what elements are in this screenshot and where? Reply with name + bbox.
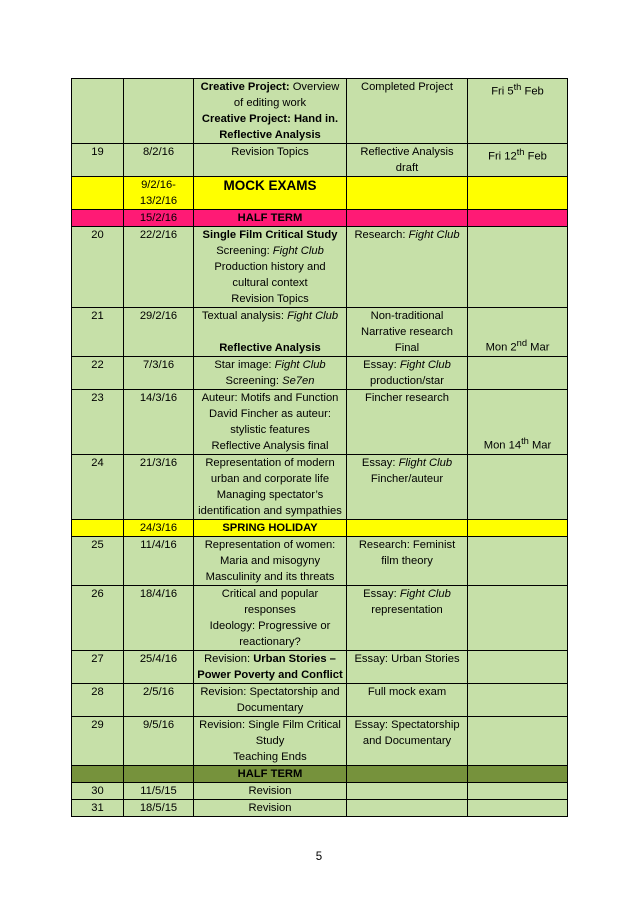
topic-part: Overview of editing work (233, 81, 340, 109)
topic-line (196, 308, 344, 324)
topic-cell (194, 586, 347, 651)
table-row (72, 684, 568, 717)
due-month: Mar (527, 342, 550, 354)
topic-part: Creative Project: (200, 81, 290, 93)
task-cell: Reflective Analysis draft (347, 144, 468, 177)
topic-part: Fight Club (272, 245, 324, 257)
due-day: Fri 12 (488, 150, 517, 163)
topic-line: Single Film Critical Study (202, 229, 338, 241)
topic-part: Star image: (214, 359, 275, 371)
topic-part: Se7en (282, 375, 315, 387)
topic-line: Managing spectator’s identification and sympathies (198, 489, 342, 517)
week-cell: 19 (72, 144, 124, 177)
topic-line: Revision: Single Film Critical Study (199, 719, 341, 747)
task-part: representation (371, 604, 443, 616)
table-row (72, 800, 568, 817)
due-cell (468, 800, 568, 817)
topic-line: Ideology: Progressive or reactionary? (209, 620, 331, 648)
page-number: 5 (315, 851, 323, 863)
week-cell: 20 (72, 227, 124, 308)
task-part: Fincher/auteur (370, 473, 444, 485)
due-cell (468, 144, 568, 177)
task-cell (347, 177, 468, 210)
topic-cell (194, 357, 347, 390)
topic-part: Creative Project: Hand in. Reflective Analysis (201, 113, 339, 141)
task-cell (347, 455, 468, 520)
topic-part: Fight Club (287, 310, 339, 322)
task-cell (347, 586, 468, 651)
due-cell (468, 766, 568, 783)
due-cell (468, 537, 568, 586)
topic-cell (194, 455, 347, 520)
week-cell (72, 177, 124, 210)
task-part: Research: (354, 229, 409, 241)
date-cell: 18/5/15 (124, 800, 194, 817)
date-cell: 21/3/16 (124, 455, 194, 520)
topic-cell (194, 537, 347, 586)
date-cell: 11/5/15 (124, 783, 194, 800)
due-suffix: th (513, 82, 522, 92)
due-cell (468, 390, 568, 455)
week-cell (72, 210, 124, 227)
topic-line: Representation of women: Maria and misogyny (204, 539, 336, 567)
task-cell (347, 800, 468, 817)
table-row (72, 455, 568, 520)
due-suffix: nd (516, 338, 528, 349)
date-cell: 22/2/16 (124, 227, 194, 308)
topic-part: Urban Stories – Power Poverty and Conflict (197, 653, 343, 681)
topic-line: Critical and popular responses (221, 588, 319, 616)
task-cell: Completed Project (347, 79, 468, 144)
week-cell: 30 (72, 783, 124, 800)
due-cell (468, 684, 568, 717)
week-cell: 25 (72, 537, 124, 586)
topic-line: Production history and cultural context (214, 261, 326, 289)
topic-line: Teaching Ends (233, 751, 307, 763)
due-cell (468, 455, 568, 520)
task-cell (347, 210, 468, 227)
week-cell: 31 (72, 800, 124, 817)
topic-line (196, 79, 344, 111)
topic-line: Reflective Analysis (219, 342, 321, 354)
week-cell: 27 (72, 651, 124, 684)
task-part: production/star (369, 375, 444, 387)
topic-line (196, 357, 344, 373)
task-cell (347, 357, 468, 390)
spring-holiday-label: SPRING HOLIDAY (194, 520, 347, 537)
date-cell: 9/5/16 (124, 717, 194, 766)
table-row (72, 79, 568, 144)
due-cell (468, 651, 568, 684)
half-term-row (72, 766, 568, 783)
due-cell (468, 717, 568, 766)
due-suffix: th (516, 147, 525, 157)
table-row (72, 783, 568, 800)
due-cell (468, 227, 568, 308)
due-month: Mar (528, 440, 552, 452)
task-cell: Essay: Urban Stories (347, 651, 468, 684)
topic-cell: Revision Topics (194, 144, 347, 177)
table-row (72, 390, 568, 455)
topic-cell: Revision (194, 800, 347, 817)
week-cell: 22 (72, 357, 124, 390)
date-cell: 9/2/16-13/2/16 (124, 177, 194, 210)
topic-line (196, 111, 344, 143)
spring-holiday-row (72, 520, 568, 537)
topic-line: Auteur: Motifs and Function (201, 392, 339, 404)
due-day: Fri 5 (491, 85, 514, 98)
due-suffix: th (521, 436, 529, 447)
topic-part: Screening: (216, 245, 273, 257)
table-row (72, 308, 568, 357)
table-row (72, 717, 568, 766)
mock-exams-row (72, 177, 568, 210)
topic-cell (194, 227, 347, 308)
task-part: Essay: (363, 359, 400, 371)
table-row (72, 537, 568, 586)
topic-part: Revision: (204, 653, 254, 665)
task-cell (347, 783, 468, 800)
week-cell (72, 520, 124, 537)
due-cell (468, 586, 568, 651)
date-cell: 18/4/16 (124, 586, 194, 651)
topic-line: Representation of modern urban and corporate life (205, 457, 335, 485)
topic-line (196, 324, 344, 340)
task-part: Fight Club (408, 229, 460, 241)
due-cell (468, 520, 568, 537)
week-cell (72, 79, 124, 144)
topic-line: Revision Topics (231, 293, 309, 305)
topic-line (196, 373, 344, 389)
week-cell: 26 (72, 586, 124, 651)
table-row (72, 227, 568, 308)
topic-cell (194, 651, 347, 684)
topic-line: Masculinity and its threats (205, 571, 335, 583)
date-cell: 11/4/16 (124, 537, 194, 586)
date-cell: 8/2/16 (124, 144, 194, 177)
task-part: Essay: (363, 588, 400, 600)
task-part: Flight Club (398, 457, 453, 469)
half-term-label: HALF TERM (194, 210, 347, 227)
table-row (72, 586, 568, 651)
topic-part: Fight Club (274, 359, 326, 371)
topic-cell (194, 79, 347, 144)
due-cell (468, 79, 568, 144)
date-cell (124, 766, 194, 783)
table-row (72, 144, 568, 177)
table-row (72, 357, 568, 390)
due-day: Mon 2 (485, 342, 517, 354)
week-cell: 29 (72, 717, 124, 766)
topic-line: Reflective Analysis final (211, 440, 329, 452)
schedule-table (71, 78, 568, 817)
topic-cell: Revision: Spectatorship and Documentary (194, 684, 347, 717)
mock-exams-label: MOCK EXAMS (194, 177, 347, 210)
due-cell (468, 308, 568, 357)
date-cell: 25/4/16 (124, 651, 194, 684)
week-cell: 23 (72, 390, 124, 455)
week-cell: 28 (72, 684, 124, 717)
task-cell (347, 227, 468, 308)
date-cell: 7/3/16 (124, 357, 194, 390)
due-cell (468, 177, 568, 210)
week-cell (72, 766, 124, 783)
task-cell (347, 520, 468, 537)
date-cell: 14/3/16 (124, 390, 194, 455)
week-cell: 21 (72, 308, 124, 357)
topic-part: Textual analysis: (201, 310, 288, 322)
half-term-row (72, 210, 568, 227)
topic-cell (194, 390, 347, 455)
task-part: Fight Club (399, 359, 451, 371)
date-cell: 2/5/16 (124, 684, 194, 717)
topic-cell: Revision (194, 783, 347, 800)
topic-cell (194, 717, 347, 766)
task-cell: Non-traditional Narrative research Final (347, 308, 468, 357)
table-row (72, 651, 568, 684)
date-cell: 29/2/16 (124, 308, 194, 357)
topic-line (196, 243, 344, 259)
task-part: Essay: (361, 457, 399, 469)
date-cell: 24/3/16 (124, 520, 194, 537)
due-month: Feb (524, 150, 547, 163)
due-month: Feb (521, 85, 544, 98)
due-cell (468, 357, 568, 390)
topic-cell (194, 308, 347, 357)
task-cell: Essay: Spectatorship and Documentary (347, 717, 468, 766)
date-cell: 15/2/16 (124, 210, 194, 227)
half-term-label: HALF TERM (194, 766, 347, 783)
task-cell: Research: Feminist film theory (347, 537, 468, 586)
due-cell (468, 210, 568, 227)
topic-part: Screening: (225, 375, 283, 387)
task-part: Fight Club (399, 588, 451, 600)
task-cell (347, 766, 468, 783)
due-day: Mon 14 (483, 440, 522, 452)
due-cell (468, 783, 568, 800)
topic-line: David Fincher as auteur: stylistic features (209, 408, 331, 436)
task-cell: Fincher research (347, 390, 468, 455)
week-cell: 24 (72, 455, 124, 520)
task-cell: Full mock exam (347, 684, 468, 717)
date-cell (124, 79, 194, 144)
